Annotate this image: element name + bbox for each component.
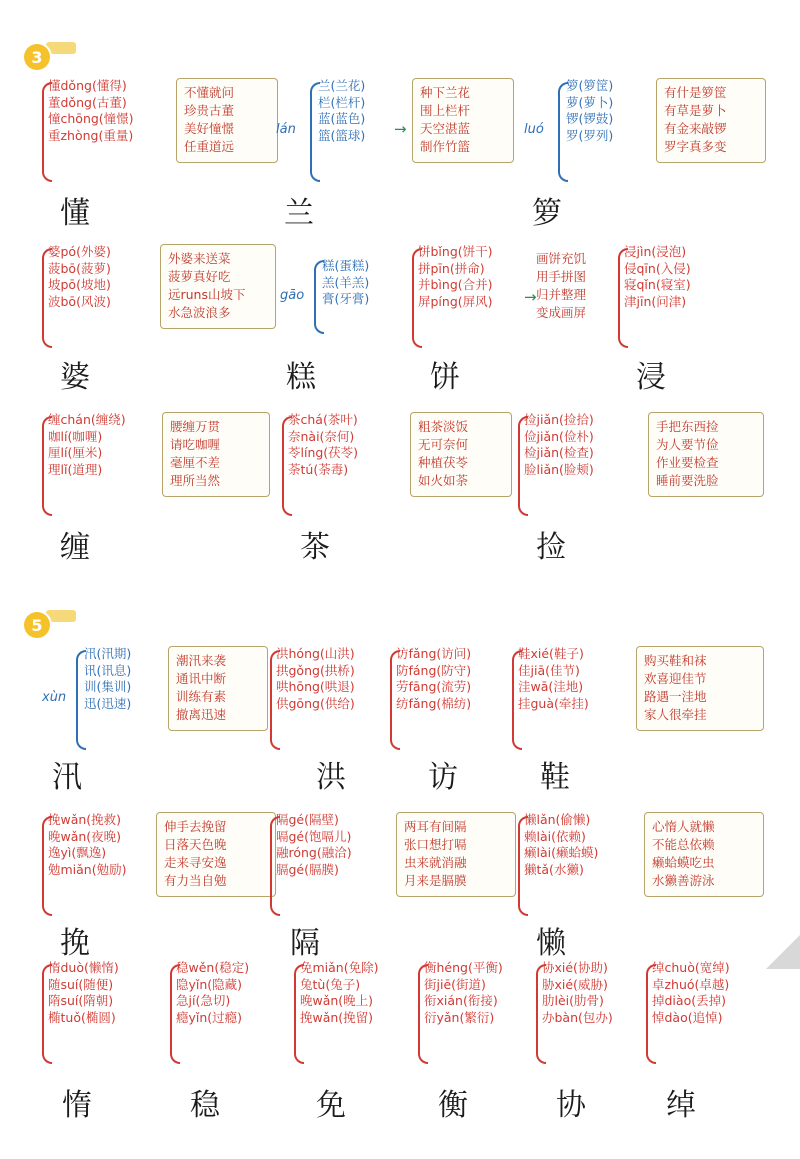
sentence-line: 如火如荼 [418, 473, 469, 489]
group-row: 懒lǎn(偷懒) [524, 812, 591, 827]
char-group-chuo [652, 960, 730, 1026]
group-row: 劳fāng(流劳) [396, 679, 472, 694]
group-row: 坡pō(坡地) [48, 277, 111, 292]
sentence-line: 路遇一洼地 [644, 689, 707, 705]
sentence-line: 珍贵古董 [184, 103, 235, 119]
sentence-line: 撤离迅速 [176, 707, 227, 723]
group-bracket [282, 416, 292, 516]
sentence-line: 毫厘不差 [170, 455, 221, 471]
group-row: 讯(讯息) [84, 662, 132, 678]
group-row: 拼pīn(拼命) [418, 260, 485, 276]
group-row: 嗝gé(饱嗝儿) [276, 828, 352, 844]
char-group-luo [566, 78, 613, 144]
group-row: 融róng(融洽) [276, 845, 352, 860]
char-group-hong [276, 646, 355, 712]
big-character: 箩 [532, 196, 562, 231]
sentence-line: 围上栏杆 [420, 103, 471, 119]
group-row: 晚wǎn(晚上) [300, 993, 374, 1008]
group-row: 罗(罗列) [566, 127, 614, 143]
sentence-line: 理所当然 [170, 473, 221, 489]
group-row: 街jiē(街道) [424, 976, 486, 992]
group-row: 衡héng(平衡) [424, 960, 503, 975]
group-row: 茶chá(茶叶) [288, 412, 358, 427]
group-row: 糕(蛋糕) [322, 258, 370, 273]
group-row: 迅(迅速) [84, 695, 132, 711]
sentence-box [656, 78, 766, 163]
char-group-bing [418, 244, 493, 310]
sentence-box [156, 812, 276, 897]
group-row: 羔(羊羔) [322, 274, 370, 290]
group-row: 洪hóng(山洪) [276, 646, 355, 661]
big-character: 兰 [284, 196, 314, 231]
group-row: 供gōng(供给) [276, 695, 355, 711]
group-row: 急jí(急切) [176, 993, 231, 1008]
big-character: 汛 [52, 760, 82, 795]
big-character: 浸 [636, 360, 666, 395]
sentence-line: 天空湛蓝 [420, 121, 471, 137]
group-pinyin: xùn [42, 690, 67, 705]
group-row: 胁xié(威胁) [542, 976, 608, 992]
big-character: 隔 [290, 926, 320, 961]
sentence-box [410, 412, 512, 497]
char-group-jian [524, 412, 594, 478]
sentence-line: 罗字真多变 [664, 139, 727, 155]
sentence-line: 种植茯苓 [418, 455, 469, 471]
group-bracket [42, 82, 52, 182]
sentence-line: 有金来敲锣 [664, 121, 727, 137]
sentence-line: 远runs山坡下 [168, 287, 246, 303]
arrow-icon: → [394, 120, 407, 138]
sentence-box [168, 646, 268, 731]
sentence-box [160, 244, 276, 329]
section-badge-5: 5 [24, 612, 50, 638]
group-row: 咖lí(咖喱) [48, 428, 103, 444]
sentence-box [528, 244, 624, 329]
group-row: 脸liǎn(脸颊) [524, 461, 594, 477]
group-bracket [76, 650, 86, 750]
group-row: 篮(篮球) [318, 127, 366, 143]
group-bracket [42, 416, 52, 516]
group-row: 防fáng(防守) [396, 662, 472, 678]
big-character: 协 [556, 1088, 586, 1123]
sentence-line: 走来寻安逸 [164, 855, 227, 871]
sentence-line: 不能总依赖 [652, 837, 715, 853]
big-character: 免 [316, 1088, 346, 1123]
group-bracket [646, 964, 656, 1064]
big-character: 婆 [60, 360, 90, 395]
group-row: 憧chōng(憧憬) [48, 111, 134, 126]
group-row: 荼tú(荼毒) [288, 461, 349, 477]
group-row: 蓝(蓝色) [318, 111, 366, 126]
group-row: 屏píng(屏风) [418, 293, 493, 309]
sentence-line: 家人很牵挂 [644, 707, 707, 723]
group-bracket [418, 964, 428, 1064]
group-row: 纺fǎng(棉纺) [396, 695, 472, 711]
group-row: 汛(汛期) [84, 646, 132, 661]
group-row: 哄hōng(哄退) [276, 679, 355, 694]
group-row: 波bō(风波) [48, 293, 111, 309]
sentence-box [176, 78, 278, 163]
group-bracket [270, 650, 280, 750]
group-row: 隋suí(隋朝) [48, 993, 114, 1008]
group-row: 膈gé(膈膜) [276, 861, 339, 877]
big-character: 绰 [666, 1088, 696, 1123]
group-row: 绰chuò(宽绰) [652, 960, 730, 975]
char-group-cha [288, 412, 358, 478]
char-group-gao [322, 258, 369, 308]
sentence-line: 粗茶淡饭 [418, 419, 469, 434]
sentence-box [412, 78, 514, 163]
sentence-line: 日落天色晚 [164, 837, 227, 853]
sentence-line: 伸手去挽留 [164, 819, 227, 834]
group-row: 兔tù(兔子) [300, 976, 361, 992]
group-row: 晚wǎn(夜晚) [48, 828, 122, 844]
group-row: 衍yǎn(繁衍) [424, 1009, 495, 1025]
group-row: 厘lí(厘米) [48, 445, 103, 460]
group-row: 洼wā(洼地) [518, 679, 584, 694]
page-corner-fold [766, 935, 800, 969]
group-row: 训(集训) [84, 679, 132, 694]
sentence-line: 两耳有间隔 [404, 819, 467, 834]
group-row: 稳wěn(稳定) [176, 960, 250, 975]
char-group-jin [624, 244, 691, 310]
char-group-chan [48, 412, 126, 478]
group-row: 隔gé(隔壁) [276, 812, 339, 827]
char-group-xun [84, 646, 131, 712]
char-group-po [48, 244, 111, 310]
char-group-wen [176, 960, 249, 1026]
sentence-line: 欢喜迎佳节 [644, 671, 707, 687]
sentence-line: 作业要检查 [656, 455, 719, 471]
char-group-wan [48, 812, 127, 878]
big-character: 惰 [62, 1088, 92, 1123]
group-row: 侵qīn(入侵) [624, 260, 691, 276]
sentence-box [644, 812, 764, 897]
group-row: 锣(锣鼓) [566, 111, 614, 126]
sentence-box [162, 412, 270, 497]
group-pinyin: luó [524, 122, 544, 137]
sentence-line: 心惰人就懒 [652, 819, 715, 834]
group-bracket [390, 650, 400, 750]
sentence-line: 癞蛤蟆吃虫 [652, 855, 715, 871]
group-row: 饼bǐng(饼干) [418, 244, 493, 259]
group-row: 寝qǐn(寝室) [624, 277, 691, 292]
sentence-box [648, 412, 764, 497]
group-bracket [310, 82, 320, 182]
char-group-heng [424, 960, 503, 1026]
group-bracket [518, 816, 528, 916]
char-group-dong [48, 78, 134, 144]
group-row: 肋lèi(肋骨) [542, 993, 604, 1008]
char-group-ge [276, 812, 352, 878]
sentence-line: 通讯中断 [176, 671, 227, 687]
sentence-line: 购买鞋和袜 [644, 653, 707, 668]
group-row: 赖lài(依赖) [524, 828, 586, 844]
group-row: 癞lài(癞蛤蟆) [524, 845, 599, 860]
sentence-line: 手把东西捡 [656, 419, 719, 434]
group-row: 津jīn(问津) [624, 293, 687, 309]
group-row: 萝(萝卜) [566, 94, 614, 110]
char-group-duo [48, 960, 119, 1026]
big-character: 懒 [536, 926, 566, 961]
group-row: 缠chán(缠绕) [48, 412, 126, 427]
badge-tail [46, 610, 76, 622]
group-row: 重zhòng(重量) [48, 127, 134, 143]
group-row: 拱gǒng(拱桥) [276, 662, 355, 678]
group-bracket [618, 248, 628, 348]
sentence-line: 睡前要洗脸 [656, 473, 719, 489]
group-bracket [512, 650, 522, 750]
sentence-line: 月来是膈膜 [404, 873, 467, 889]
sentence-box [396, 812, 516, 897]
group-bracket [42, 816, 52, 916]
group-bracket [294, 964, 304, 1064]
group-row: 办bàn(包办) [542, 1009, 613, 1025]
group-row: 挽wǎn(挽救) [48, 812, 122, 827]
group-bracket [270, 816, 280, 916]
group-row: 栏(栏杆) [318, 94, 366, 110]
char-group-fang [396, 646, 471, 712]
sentence-line: 有草是萝卜 [664, 103, 727, 119]
section-badge-3: 3 [24, 44, 50, 70]
sentence-line: 用手拼图 [536, 269, 587, 285]
group-row: 随suí(随便) [48, 976, 114, 992]
group-row: 访fǎng(访问) [396, 646, 472, 661]
sentence-line: 画饼充饥 [536, 251, 587, 266]
big-character: 茶 [300, 530, 330, 565]
sentence-line: 外婆来送菜 [168, 251, 231, 266]
group-row: 鞋xié(鞋子) [518, 646, 584, 661]
group-row: 菠bō(菠萝) [48, 260, 111, 276]
big-character: 挽 [60, 926, 90, 961]
sentence-box [636, 646, 764, 731]
group-row: 箩(箩筐) [566, 78, 614, 93]
sentence-line: 为人要节俭 [656, 437, 719, 453]
sentence-line: 种下兰花 [420, 85, 471, 100]
big-character: 访 [428, 760, 458, 795]
group-row: 理lǐ(道理) [48, 461, 103, 477]
group-row: 瘾yǐn(过瘾) [176, 1009, 243, 1025]
group-row: 免miǎn(免除) [300, 960, 379, 975]
group-bracket [42, 248, 52, 348]
sentence-line: 水急波浪多 [168, 305, 231, 321]
sentence-line: 有力当自勉 [164, 873, 227, 889]
group-row: 勉miǎn(勉励) [48, 861, 127, 877]
char-group-xie [518, 646, 589, 712]
char-group-xie2 [542, 960, 613, 1026]
arrow-icon: → [524, 288, 537, 306]
group-pinyin: lán [276, 122, 296, 137]
char-group-mian [300, 960, 379, 1026]
group-bracket [536, 964, 546, 1064]
sentence-line: 不懂就问 [184, 85, 235, 100]
group-pinyin: gāo [280, 288, 305, 303]
group-row: 兰(兰花) [318, 78, 366, 93]
sentence-line: 请吃咖喱 [170, 437, 221, 453]
sentence-line: 水獭善游泳 [652, 873, 715, 889]
group-bracket [42, 964, 52, 1064]
group-row: 佳jiā(佳节) [518, 662, 580, 678]
group-row: 挽wǎn(挽留) [300, 1009, 374, 1025]
group-row: 獭tǎ(水獭) [524, 861, 584, 877]
group-row: 协xié(协助) [542, 960, 608, 975]
sentence-line: 虫来就消融 [404, 855, 467, 871]
group-row: 逸yì(飘逸) [48, 845, 107, 860]
sentence-line: 美好憧憬 [184, 121, 235, 137]
sentence-line: 制作竹篮 [420, 139, 471, 155]
group-bracket [412, 248, 422, 348]
group-row: 婆pó(外婆) [48, 244, 111, 259]
char-group-lan [318, 78, 365, 144]
group-row: 董dǒng(古董) [48, 94, 127, 110]
char-group-lan2 [524, 812, 598, 878]
group-bracket [558, 82, 568, 182]
group-row: 奈nài(奈何) [288, 428, 355, 444]
sentence-line: 腰缠万贯 [170, 419, 221, 434]
big-character: 稳 [190, 1088, 220, 1123]
sentence-line: 归并整理 [536, 287, 587, 303]
group-bracket [314, 260, 324, 334]
group-row: 卓zhuó(卓越) [652, 976, 730, 992]
group-bracket [170, 964, 180, 1064]
sentence-line: 任重道远 [184, 139, 235, 155]
group-row: 掉diào(丢掉) [652, 993, 726, 1008]
group-row: 挂guà(牵挂) [518, 695, 589, 711]
sentence-line: 无可奈何 [418, 437, 469, 453]
sentence-line: 菠萝真好吃 [168, 269, 231, 285]
group-row: 悼dào(追悼) [652, 1009, 723, 1025]
group-row: 惰duò(懒惰) [48, 960, 119, 975]
big-character: 缠 [60, 530, 90, 565]
big-character: 衡 [438, 1088, 468, 1123]
sentence-line: 训练有素 [176, 689, 227, 705]
group-row: 检jiǎn(检查) [524, 445, 594, 460]
group-row: 浸jìn(浸泡) [624, 244, 687, 259]
group-row: 衔xián(衔接) [424, 993, 498, 1008]
group-row: 懂dǒng(懂得) [48, 78, 127, 93]
sentence-line: 潮汛来袭 [176, 653, 227, 668]
big-character: 洪 [316, 760, 346, 795]
group-row: 膏(牙膏) [322, 291, 370, 306]
group-row: 并bìng(合并) [418, 277, 493, 292]
group-bracket [518, 416, 528, 516]
big-character: 鞋 [540, 760, 570, 795]
big-character: 糕 [286, 360, 316, 395]
big-character: 懂 [60, 196, 90, 231]
big-character: 饼 [430, 360, 460, 395]
group-row: 捡jiǎn(捡拾) [524, 412, 594, 427]
group-row: 椭tuǒ(椭圆) [48, 1009, 116, 1025]
sentence-line: 张口想打嗝 [404, 837, 467, 853]
group-row: 苓líng(茯苓) [288, 445, 359, 460]
sentence-line: 有什是箩筐 [664, 85, 727, 100]
group-row: 隐yǐn(隐藏) [176, 976, 243, 992]
sentence-line: 变成画屏 [536, 305, 587, 321]
big-character: 捡 [536, 530, 566, 565]
badge-tail [46, 42, 76, 54]
group-row: 俭jiǎn(俭朴) [524, 428, 594, 444]
